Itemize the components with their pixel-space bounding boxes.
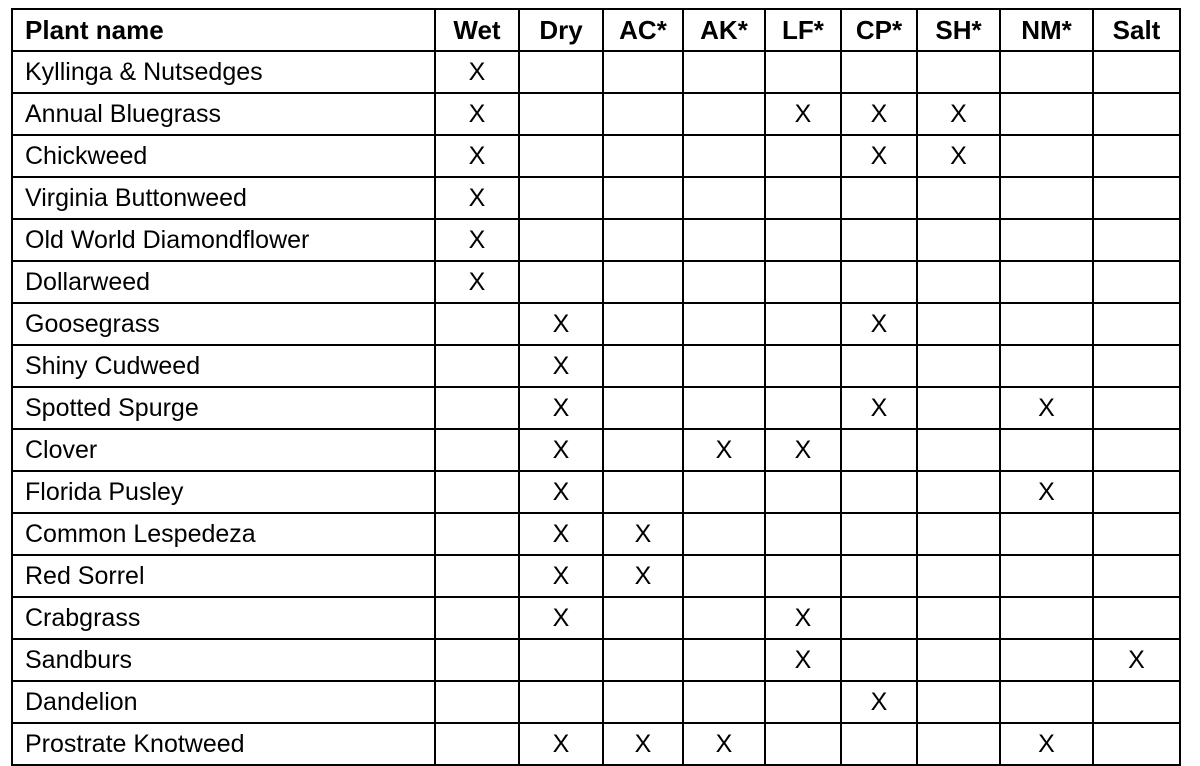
mark-cell-lf bbox=[765, 261, 841, 303]
mark-cell-cp bbox=[841, 51, 917, 93]
mark-cell-sh bbox=[917, 681, 1000, 723]
mark-cell-ak bbox=[683, 639, 765, 681]
mark-cell-ac bbox=[603, 345, 683, 387]
mark-cell-cp bbox=[841, 513, 917, 555]
mark-cell-ak bbox=[683, 219, 765, 261]
mark-cell-cp bbox=[841, 429, 917, 471]
plant-name-cell: Virginia Buttonweed bbox=[12, 177, 435, 219]
plant-name-cell: Dandelion bbox=[12, 681, 435, 723]
column-header-ac: AC* bbox=[603, 9, 683, 51]
mark-cell-salt bbox=[1093, 555, 1180, 597]
mark-cell-sh bbox=[917, 555, 1000, 597]
mark-cell-dry bbox=[519, 639, 603, 681]
mark-cell-ac bbox=[603, 387, 683, 429]
mark-cell-wet bbox=[435, 555, 519, 597]
mark-cell-ak bbox=[683, 93, 765, 135]
mark-cell-ac bbox=[603, 93, 683, 135]
mark-cell-salt bbox=[1093, 429, 1180, 471]
mark-cell-nm bbox=[1000, 177, 1093, 219]
plant-name-cell: Florida Pusley bbox=[12, 471, 435, 513]
mark-cell-ak bbox=[683, 513, 765, 555]
mark-cell-nm: X bbox=[1000, 471, 1093, 513]
mark-cell-lf bbox=[765, 513, 841, 555]
mark-cell-sh bbox=[917, 471, 1000, 513]
plant-name-cell: Chickweed bbox=[12, 135, 435, 177]
mark-cell-wet bbox=[435, 345, 519, 387]
mark-cell-ac bbox=[603, 597, 683, 639]
mark-cell-ak bbox=[683, 303, 765, 345]
table-row bbox=[12, 177, 1180, 219]
mark-cell-ak bbox=[683, 597, 765, 639]
mark-cell-salt bbox=[1093, 93, 1180, 135]
mark-cell-sh bbox=[917, 303, 1000, 345]
mark-cell-ac bbox=[603, 51, 683, 93]
table-row bbox=[12, 303, 1180, 345]
mark-cell-salt bbox=[1093, 345, 1180, 387]
mark-cell-dry: X bbox=[519, 429, 603, 471]
mark-cell-lf: X bbox=[765, 93, 841, 135]
column-header-ak: AK* bbox=[683, 9, 765, 51]
mark-cell-ac bbox=[603, 219, 683, 261]
table-row bbox=[12, 135, 1180, 177]
mark-cell-dry bbox=[519, 681, 603, 723]
mark-cell-ac bbox=[603, 639, 683, 681]
mark-cell-ac bbox=[603, 471, 683, 513]
mark-cell-nm: X bbox=[1000, 387, 1093, 429]
mark-cell-nm bbox=[1000, 639, 1093, 681]
mark-cell-nm bbox=[1000, 135, 1093, 177]
mark-cell-wet bbox=[435, 429, 519, 471]
mark-cell-sh bbox=[917, 345, 1000, 387]
mark-cell-ak: X bbox=[683, 723, 765, 765]
column-header-sh: SH* bbox=[917, 9, 1000, 51]
mark-cell-dry: X bbox=[519, 387, 603, 429]
mark-cell-wet bbox=[435, 513, 519, 555]
mark-cell-nm bbox=[1000, 555, 1093, 597]
mark-cell-nm: X bbox=[1000, 723, 1093, 765]
table-row bbox=[12, 51, 1180, 93]
mark-cell-ac bbox=[603, 681, 683, 723]
plant-name-cell: Clover bbox=[12, 429, 435, 471]
mark-cell-ac bbox=[603, 429, 683, 471]
mark-cell-salt bbox=[1093, 51, 1180, 93]
plant-name-cell: Prostrate Knotweed bbox=[12, 723, 435, 765]
mark-cell-sh: X bbox=[917, 93, 1000, 135]
table-row bbox=[12, 345, 1180, 387]
mark-cell-nm bbox=[1000, 429, 1093, 471]
mark-cell-dry: X bbox=[519, 723, 603, 765]
mark-cell-dry: X bbox=[519, 513, 603, 555]
mark-cell-dry bbox=[519, 177, 603, 219]
mark-cell-nm bbox=[1000, 303, 1093, 345]
mark-cell-nm bbox=[1000, 597, 1093, 639]
mark-cell-cp: X bbox=[841, 93, 917, 135]
table-row bbox=[12, 261, 1180, 303]
mark-cell-wet bbox=[435, 639, 519, 681]
table-row bbox=[12, 219, 1180, 261]
mark-cell-cp bbox=[841, 177, 917, 219]
mark-cell-ak bbox=[683, 555, 765, 597]
mark-cell-cp bbox=[841, 471, 917, 513]
mark-cell-nm bbox=[1000, 51, 1093, 93]
mark-cell-sh bbox=[917, 513, 1000, 555]
mark-cell-ak bbox=[683, 471, 765, 513]
mark-cell-lf bbox=[765, 471, 841, 513]
mark-cell-sh bbox=[917, 51, 1000, 93]
mark-cell-dry bbox=[519, 135, 603, 177]
mark-cell-ac: X bbox=[603, 723, 683, 765]
mark-cell-cp: X bbox=[841, 135, 917, 177]
mark-cell-cp: X bbox=[841, 681, 917, 723]
mark-cell-lf bbox=[765, 219, 841, 261]
mark-cell-lf: X bbox=[765, 639, 841, 681]
mark-cell-dry: X bbox=[519, 303, 603, 345]
mark-cell-nm bbox=[1000, 681, 1093, 723]
mark-cell-dry: X bbox=[519, 471, 603, 513]
mark-cell-dry bbox=[519, 219, 603, 261]
mark-cell-ak bbox=[683, 261, 765, 303]
mark-cell-cp: X bbox=[841, 303, 917, 345]
mark-cell-wet: X bbox=[435, 135, 519, 177]
mark-cell-salt bbox=[1093, 135, 1180, 177]
mark-cell-wet: X bbox=[435, 93, 519, 135]
mark-cell-lf bbox=[765, 303, 841, 345]
mark-cell-ac: X bbox=[603, 555, 683, 597]
mark-cell-ac bbox=[603, 261, 683, 303]
column-header-plant-name: Plant name bbox=[12, 9, 435, 51]
table-row bbox=[12, 681, 1180, 723]
mark-cell-sh bbox=[917, 219, 1000, 261]
mark-cell-wet bbox=[435, 303, 519, 345]
table-row bbox=[12, 93, 1180, 135]
plant-name-cell: Old World Diamondflower bbox=[12, 219, 435, 261]
mark-cell-dry bbox=[519, 261, 603, 303]
mark-cell-dry: X bbox=[519, 345, 603, 387]
mark-cell-wet: X bbox=[435, 219, 519, 261]
table-row bbox=[12, 429, 1180, 471]
plant-name-cell: Annual Bluegrass bbox=[12, 93, 435, 135]
plant-conditions-table bbox=[11, 8, 1181, 766]
mark-cell-salt bbox=[1093, 261, 1180, 303]
plant-name-cell: Kyllinga & Nutsedges bbox=[12, 51, 435, 93]
mark-cell-cp bbox=[841, 261, 917, 303]
mark-cell-ak: X bbox=[683, 429, 765, 471]
mark-cell-salt bbox=[1093, 597, 1180, 639]
mark-cell-sh bbox=[917, 261, 1000, 303]
mark-cell-lf bbox=[765, 555, 841, 597]
mark-cell-ak bbox=[683, 177, 765, 219]
table-body bbox=[12, 51, 1180, 765]
mark-cell-salt bbox=[1093, 303, 1180, 345]
mark-cell-lf bbox=[765, 681, 841, 723]
mark-cell-salt bbox=[1093, 471, 1180, 513]
plant-name-cell: Shiny Cudweed bbox=[12, 345, 435, 387]
mark-cell-wet: X bbox=[435, 51, 519, 93]
plant-name-cell: Common Lespedeza bbox=[12, 513, 435, 555]
mark-cell-nm bbox=[1000, 93, 1093, 135]
mark-cell-cp bbox=[841, 597, 917, 639]
table-row bbox=[12, 471, 1180, 513]
mark-cell-salt bbox=[1093, 219, 1180, 261]
mark-cell-salt bbox=[1093, 177, 1180, 219]
table-row bbox=[12, 597, 1180, 639]
mark-cell-sh bbox=[917, 639, 1000, 681]
mark-cell-dry bbox=[519, 93, 603, 135]
plant-name-cell: Sandburs bbox=[12, 639, 435, 681]
plant-name-cell: Crabgrass bbox=[12, 597, 435, 639]
table-row bbox=[12, 513, 1180, 555]
mark-cell-dry: X bbox=[519, 555, 603, 597]
mark-cell-cp bbox=[841, 219, 917, 261]
mark-cell-sh bbox=[917, 387, 1000, 429]
mark-cell-ak bbox=[683, 681, 765, 723]
mark-cell-sh bbox=[917, 429, 1000, 471]
mark-cell-wet: X bbox=[435, 261, 519, 303]
plant-name-cell: Spotted Spurge bbox=[12, 387, 435, 429]
plant-name-cell: Goosegrass bbox=[12, 303, 435, 345]
column-header-lf: LF* bbox=[765, 9, 841, 51]
mark-cell-sh bbox=[917, 597, 1000, 639]
mark-cell-lf bbox=[765, 723, 841, 765]
mark-cell-ac bbox=[603, 303, 683, 345]
table-row bbox=[12, 639, 1180, 681]
mark-cell-ak bbox=[683, 135, 765, 177]
mark-cell-ac: X bbox=[603, 513, 683, 555]
mark-cell-wet: X bbox=[435, 177, 519, 219]
header-row bbox=[12, 9, 1180, 51]
mark-cell-nm bbox=[1000, 219, 1093, 261]
mark-cell-ak bbox=[683, 51, 765, 93]
mark-cell-salt bbox=[1093, 513, 1180, 555]
mark-cell-nm bbox=[1000, 261, 1093, 303]
mark-cell-lf bbox=[765, 135, 841, 177]
plant-table-wrapper bbox=[11, 8, 1179, 758]
column-header-dry: Dry bbox=[519, 9, 603, 51]
mark-cell-sh bbox=[917, 177, 1000, 219]
mark-cell-cp: X bbox=[841, 387, 917, 429]
mark-cell-lf: X bbox=[765, 597, 841, 639]
table-row bbox=[12, 723, 1180, 765]
mark-cell-wet bbox=[435, 681, 519, 723]
column-header-nm: NM* bbox=[1000, 9, 1093, 51]
mark-cell-cp bbox=[841, 639, 917, 681]
mark-cell-dry bbox=[519, 51, 603, 93]
table-row bbox=[12, 555, 1180, 597]
plant-name-cell: Red Sorrel bbox=[12, 555, 435, 597]
mark-cell-lf bbox=[765, 345, 841, 387]
mark-cell-wet bbox=[435, 471, 519, 513]
column-header-salt: Salt bbox=[1093, 9, 1180, 51]
mark-cell-ak bbox=[683, 387, 765, 429]
mark-cell-salt bbox=[1093, 387, 1180, 429]
mark-cell-ak bbox=[683, 345, 765, 387]
mark-cell-ac bbox=[603, 135, 683, 177]
mark-cell-sh: X bbox=[917, 135, 1000, 177]
mark-cell-wet bbox=[435, 723, 519, 765]
mark-cell-ac bbox=[603, 177, 683, 219]
mark-cell-dry: X bbox=[519, 597, 603, 639]
mark-cell-sh bbox=[917, 723, 1000, 765]
mark-cell-nm bbox=[1000, 513, 1093, 555]
mark-cell-cp bbox=[841, 723, 917, 765]
plant-name-cell: Dollarweed bbox=[12, 261, 435, 303]
mark-cell-lf bbox=[765, 387, 841, 429]
mark-cell-wet bbox=[435, 597, 519, 639]
mark-cell-wet bbox=[435, 387, 519, 429]
mark-cell-salt: X bbox=[1093, 639, 1180, 681]
mark-cell-nm bbox=[1000, 345, 1093, 387]
mark-cell-cp bbox=[841, 555, 917, 597]
mark-cell-lf: X bbox=[765, 429, 841, 471]
mark-cell-salt bbox=[1093, 681, 1180, 723]
column-header-cp: CP* bbox=[841, 9, 917, 51]
mark-cell-lf bbox=[765, 177, 841, 219]
mark-cell-cp bbox=[841, 345, 917, 387]
column-header-wet: Wet bbox=[435, 9, 519, 51]
table-row bbox=[12, 387, 1180, 429]
mark-cell-salt bbox=[1093, 723, 1180, 765]
mark-cell-lf bbox=[765, 51, 841, 93]
